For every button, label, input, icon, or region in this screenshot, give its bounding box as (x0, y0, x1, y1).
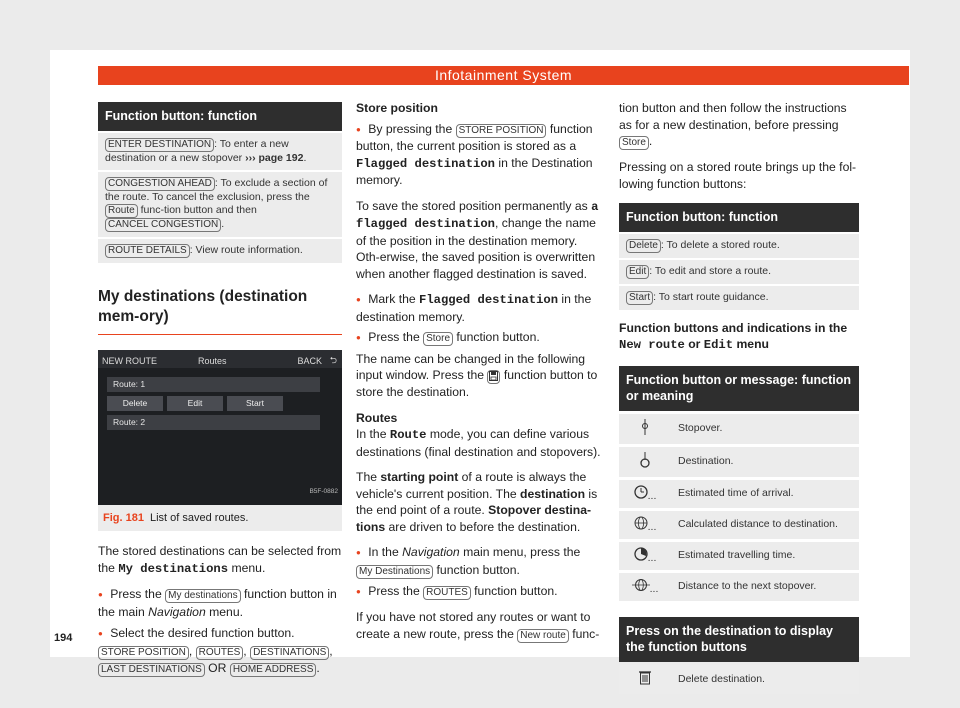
globe-arrows-icon: ... (619, 573, 671, 601)
function-table-2 (619, 201, 859, 312)
figure-number: Fig. 181 (103, 511, 144, 524)
row-tail: . (303, 151, 307, 164)
table-row: Delete : To delete a stored route. (619, 234, 859, 258)
caption-text: List of saved routes. (149, 511, 249, 524)
start-button[interactable]: Start (227, 396, 283, 411)
route-1-row[interactable]: Route: 1 (107, 377, 320, 392)
key-label: Store (619, 136, 649, 150)
key-label: Route (105, 204, 138, 218)
bullet: ● Mark the Flagged destination in the destination memory. (356, 291, 601, 325)
key-label: ROUTES (423, 586, 471, 600)
key-label: ENTER DESTINATION (105, 138, 214, 152)
icon-table (619, 363, 859, 604)
row-text: : To enter a new destination or a new stopover (105, 137, 289, 164)
bullet: ● Press the My destinations function button in the main Navigation menu. (98, 586, 342, 620)
paragraph: In the Route mode, you can define various destinations (final destination and stopovers). (356, 427, 601, 459)
table-row-text: Delete destination. (671, 665, 859, 694)
key-label: My Destinations (356, 565, 433, 579)
paragraph: To save the stored position permanently as a flagged destination, change the name of the position in the destination memory. Oth-erwise, the saved position is overwritten when another flagged destination is saved. (356, 198, 599, 281)
stopwatch-icon: ... (619, 542, 671, 570)
bullet: ● Select the desired function button. STORE POSITION , ROUTES , DESTINATIONS , LAST DESTINATIONS OR HOME ADDRESS . (98, 625, 342, 677)
bullet: ● Press the ROUTES function button. (356, 583, 601, 601)
key-label: Store (423, 332, 453, 346)
table-head: Function button: function (98, 102, 342, 131)
table-head: Press on the destination to display the function buttons (619, 617, 859, 662)
figure-code: B5F-0882 (309, 488, 338, 495)
row-text: func-tion button and then (140, 203, 257, 216)
figure-caption (98, 505, 342, 532)
back-button[interactable]: BACK (297, 355, 322, 366)
table-row-text: Destination. (671, 447, 859, 477)
trash-icon (619, 665, 671, 694)
table-row-text: Calculated distance to destination. (671, 511, 859, 539)
paragraph: The starting point of a route is always the vehicle's current position. The destination is the end point of a route. Stopover destina-tions are driven to before the destination. (356, 470, 598, 534)
table-row-text: Estimated travelling time. (671, 542, 859, 570)
key-label: CONGESTION AHEAD (105, 177, 215, 191)
stopover-pin-icon (619, 414, 671, 444)
save-icon (487, 370, 500, 384)
table-row: Edit : To edit and store a route. (619, 260, 859, 284)
destination-table (619, 614, 859, 697)
paragraph: Pressing on a stored route brings up the fol-lowing function buttons: (619, 160, 857, 191)
function-table-1 (98, 100, 342, 265)
row-text: : To exclude a section of the route. To cancel the exclusion, press the (105, 176, 328, 203)
key-label: LAST DESTINATIONS (98, 663, 205, 677)
bullet: ● In the Navigation main menu, press the My Destinations function button. (356, 544, 601, 579)
bullet: ● By pressing the STORE POSITION function button, the current position is stored as a Flagged destination in the Destination memory. (356, 121, 601, 189)
globe-icon: ... (619, 511, 671, 539)
paragraph: The stored destinations can be selected from the My destinations menu. (98, 544, 342, 576)
heading-routes: Routes (356, 410, 398, 425)
manual-page (50, 50, 910, 685)
page-ref[interactable]: ››› page 192 (245, 151, 304, 164)
destination-pin-icon (619, 447, 671, 477)
table-row-text: Stopover. (671, 414, 859, 444)
route-2-row[interactable]: Route: 2 (107, 415, 320, 430)
delete-button[interactable]: Delete (107, 396, 163, 411)
clock-icon: ... (619, 480, 671, 508)
paragraph: The name can be changed in the following input window. Press the function button to store the destination. (356, 351, 598, 399)
table-row-text: Distance to the next stopover. (671, 573, 859, 601)
table-head: Function button or message: function or meaning (619, 366, 859, 411)
table-row: Start : To start route guidance. (619, 286, 859, 310)
table-row (98, 239, 342, 263)
new-route-button[interactable]: NEW ROUTE (102, 355, 157, 366)
heading-store: Store position (356, 101, 438, 115)
key-label: New route (517, 629, 569, 643)
column-1 (98, 100, 342, 686)
paragraph: If you have not stored any routes or want to create a new route, press the New route func- (356, 610, 600, 641)
subheading: Function buttons and indications in the New route or Edit menu (619, 320, 848, 352)
table-head: Function button: function (619, 203, 859, 232)
section-title: My destinations (destination mem-ory) (98, 287, 342, 335)
table-row (98, 133, 342, 170)
back-arrow-icon: ⮌ (329, 354, 337, 365)
key-label: CANCEL CONGESTION (105, 218, 221, 232)
screen-title: Routes (198, 355, 227, 366)
screen-topbar (98, 350, 342, 368)
key-label: My destinations (165, 589, 240, 603)
column-3 (619, 100, 859, 697)
key-label: ROUTES (196, 646, 244, 660)
row-text: : View route information. (189, 243, 303, 256)
bullet: ● Press the Store function button. (356, 329, 601, 347)
key-label: HOME ADDRESS (230, 663, 317, 677)
page-header: Infotainment System (98, 66, 909, 85)
column-2 (356, 100, 601, 652)
key-label: DESTINATIONS (250, 646, 329, 660)
key-label: STORE POSITION (98, 646, 189, 660)
edit-button[interactable]: Edit (167, 396, 223, 411)
page-number: 194 (54, 632, 73, 644)
paragraph: tion button and then follow the instructions as for a new destination, before pressing Store . (619, 101, 847, 148)
table-row-text: Estimated time of arrival. (671, 480, 859, 508)
key-label: STORE POSITION (456, 124, 547, 138)
key-label: ROUTE DETAILS (105, 244, 190, 258)
table-row (98, 172, 342, 237)
routes-screenshot (98, 350, 342, 505)
row-tail: . (221, 217, 225, 230)
